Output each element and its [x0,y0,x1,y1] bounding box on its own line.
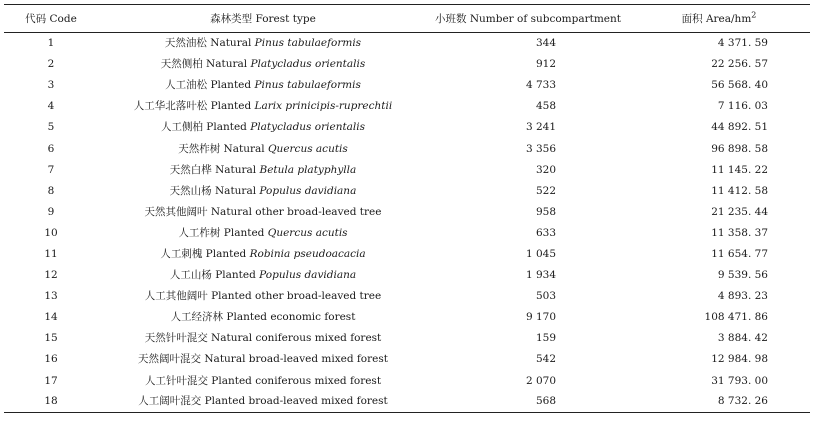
forest-type-latin-name: Populus davidiana [259,269,357,282]
forest-type-label: 人工其他阔叶 Planted other broad-leaved tree [144,290,382,303]
header-area [628,5,810,33]
cell-subcompartment-count: 503 [535,290,556,303]
header-code: 代码 Code [4,5,98,33]
cell-subcompartment-count: 568 [428,391,628,412]
cell-subcompartment-count: 458 [535,100,556,113]
cell-area: 31 793. 00 [711,374,768,387]
cell-area: 11 145. 22 [711,163,768,176]
cell-area: 4 371. 59 [717,37,768,50]
forest-type-label: 人工山杨 Planted [169,269,260,282]
header-forest-type: 森林类型 Forest type [98,5,428,33]
cell-forest-type [98,180,428,201]
cell-forest-type [98,54,428,75]
cell-area: 96 898. 58 [711,142,768,155]
cell-area: 7 116. 03 [717,100,768,113]
forest-type-label: 人工经济林 Planted economic forest [170,311,356,324]
forest-type-label: 人工阔叶混交 Planted broad-leaved mixed forest [138,395,388,408]
table-row [4,265,810,286]
table-row [4,328,810,349]
cell-area: 22 256. 57 [711,58,768,71]
cell-subcompartment-count: 9 170 [525,311,556,324]
cell-area: 11 358. 37 [711,226,768,239]
cell-code: 12 [44,269,58,282]
cell-forest-type [98,391,428,412]
forest-type-label: 天然阔叶混交 Natural broad-leaved mixed forest [138,353,388,366]
cell-subcompartment-count: 4 733 [525,79,556,92]
forest-type-label: 天然针叶混交 Natural coniferous mixed forest [144,332,382,345]
cell-forest-type [98,328,428,349]
cell-forest-type [98,243,428,264]
cell-forest-type [98,286,428,307]
cell-area: 11 654. 77 [711,247,768,260]
cell-forest-type [98,265,428,286]
table-row [4,96,810,117]
cell-subcompartment-count: 522 [535,184,556,197]
header-row [4,5,810,33]
cell-code: 4 [47,100,55,113]
table-row [4,138,810,159]
cell-code: 15 [44,332,58,345]
cell-area: 11 412. 58 [711,184,768,197]
cell-code: 14 [44,311,58,324]
cell-area: 8 732. 26 [628,391,810,412]
header-area-label: 面积 Area/hm [681,12,752,25]
cell-code: 11 [44,247,58,260]
forest-type-label: 天然白桦 Natural [169,163,260,176]
cell-code: 9 [47,205,55,218]
table-row [4,159,810,180]
forest-type-label: 天然山杨 Natural [169,184,260,197]
forest-type-label: 天然其他阔叶 Natural other broad-leaved tree [144,205,382,218]
cell-code: 6 [47,142,55,155]
forest-type-label: 天然侧柏 Natural [160,58,251,71]
forest-type-latin-name: Robinia pseudoacacia [249,247,366,260]
cell-subcompartment-count: 1 934 [525,269,556,282]
cell-area: 9 539. 56 [717,269,768,282]
forest-type-label: 天然柞树 Natural [178,142,268,155]
cell-code: 10 [44,226,58,239]
cell-subcompartment-count: 958 [535,205,556,218]
forest-type-label: 人工刺槐 Planted [160,247,250,260]
cell-code: 5 [47,121,55,134]
cell-area: 12 984. 98 [711,353,768,366]
forest-type-latin-name: Platycladus orientalis [250,121,366,134]
cell-subcompartment-count: 344 [535,37,556,50]
cell-subcompartment-count: 633 [535,226,556,239]
table-row [4,33,810,54]
cell-subcompartment-count: 3 356 [525,142,556,155]
table-row [4,75,810,96]
cell-forest-type [98,349,428,370]
cell-code: 17 [44,374,58,387]
header-subcompartments: 小班数 Number of subcompartment [428,5,628,33]
cell-code: 7 [47,163,55,176]
forest-type-latin-name: Quercus acutis [267,226,348,239]
cell-area: 108 471. 86 [704,311,768,324]
forest-type-table [4,4,810,413]
forest-type-label: 人工侧柏 Planted [160,121,251,134]
cell-forest-type [98,138,428,159]
table-row [4,201,810,222]
cell-code: 18 [4,391,98,412]
cell-forest-type [98,307,428,328]
forest-type-latin-name: Quercus acutis [267,142,348,155]
forest-type-latin-name: Platycladus orientalis [250,58,366,71]
header-area-superscript: 2 [751,10,757,19]
table-row [4,307,810,328]
cell-code: 2 [47,58,55,71]
forest-type-label: 人工柞树 Planted [178,226,268,239]
forest-type-label: 人工针叶混交 Planted coniferous mixed forest [144,374,382,387]
cell-subcompartment-count: 542 [535,353,556,366]
cell-area: 56 568. 40 [711,79,768,92]
cell-forest-type [98,201,428,222]
forest-type-latin-name: Pinus tabulaeformis [254,37,362,50]
forest-type-label: 天然油松 Natural [164,37,255,50]
cell-forest-type [98,96,428,117]
cell-code: 8 [47,184,55,197]
table-row [4,391,810,412]
cell-forest-type [98,159,428,180]
cell-area: 44 892. 51 [711,121,768,134]
table-row [4,243,810,264]
cell-area: 3 884. 42 [717,332,768,345]
table-header [4,5,810,33]
cell-code: 3 [47,79,55,92]
cell-forest-type [98,33,428,54]
forest-type-latin-name: Larix prinicipis-ruprechtii [254,100,393,113]
cell-subcompartment-count: 912 [535,58,556,71]
table-row [4,180,810,201]
cell-forest-type [98,75,428,96]
forest-type-label: 人工华北落叶松 Planted [133,100,255,113]
cell-forest-type [98,117,428,138]
cell-area: 21 235. 44 [711,205,768,218]
cell-code: 13 [44,290,58,303]
cell-code: 1 [47,37,55,50]
cell-forest-type [98,370,428,391]
table-row [4,286,810,307]
table-body [4,33,810,413]
forest-type-latin-name: Populus davidiana [259,184,357,197]
cell-subcompartment-count: 1 045 [525,247,556,260]
table-row [4,349,810,370]
table-row [4,370,810,391]
cell-subcompartment-count: 3 241 [525,121,556,134]
cell-area: 4 893. 23 [717,290,768,303]
table-row [4,222,810,243]
cell-subcompartment-count: 159 [535,332,556,345]
cell-code: 16 [44,353,58,366]
cell-subcompartment-count: 320 [535,163,556,176]
table-row [4,117,810,138]
cell-forest-type [98,222,428,243]
forest-type-latin-name: Betula platyphylla [259,163,357,176]
forest-type-label: 人工油松 Planted [165,79,255,92]
cell-subcompartment-count: 2 070 [525,374,556,387]
forest-type-latin-name: Pinus tabulaeformis [254,79,361,92]
table-row [4,54,810,75]
